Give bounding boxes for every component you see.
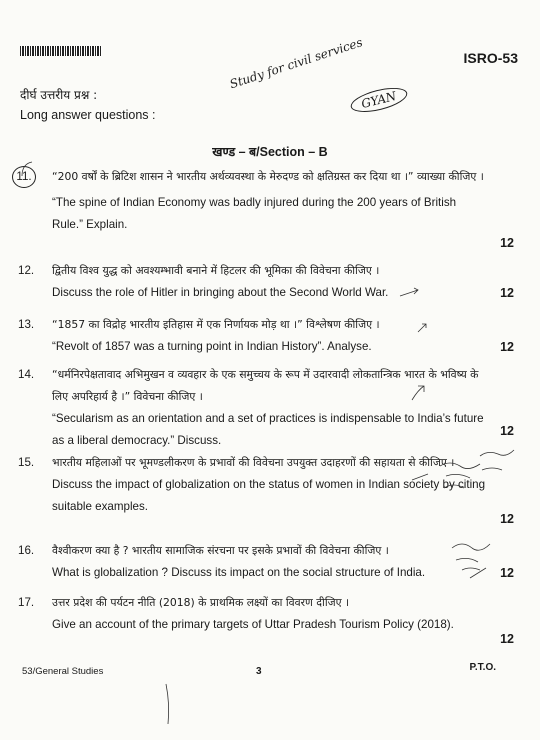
question-text-hindi: वैश्वीकरण क्या है ? भारतीय सामाजिक संरचना पर इसके प्रभावों की विवेचना कीजिए । [52,544,389,557]
question-text-english: Give an account of the primary targets of Uttar Pradesh Tourism Policy (2018). [52,618,454,631]
question-text-hindi: उत्तर प्रदेश की पर्यटन नीति (2018) के प्राथमिक लक्ष्यों का विवरण दीजिए । [52,596,350,609]
question-marks: 12 [500,566,514,580]
page-number: 3 [256,666,262,677]
question-marks: 12 [500,424,514,438]
question-text-english: Discuss the role of Hitler in bringing about the Second World War. [52,286,389,299]
question-marks: 12 [500,236,514,250]
footer-subject: 53/General Studies [22,666,104,677]
question-number: 16. [18,544,35,557]
pto-label: P.T.O. [469,662,496,673]
question-text-english: Discuss the impact of globalization on the status of women in Indian society by citing suitable examples. [52,478,486,513]
paper-code: ISRO-53 [463,50,518,66]
question-text-hindi: भारतीय महिलाओं पर भूमण्डलीकरण के प्रभावों की विवेचना उपयुक्त उदाहरणों की सहायता से कीजिए । [52,456,455,469]
question-text-english: “Revolt of 1857 was a turning point in Indian History”. Analyse. [52,340,372,353]
question-number: 17. [18,596,35,609]
question-number: 11. [12,166,36,188]
question-text-english: “Secularism as an orientation and a set of practices is indispensable to India’s future as a liberal democracy.” Discuss. [52,412,484,447]
question-text-hindi: “1857 का विद्रोह भारतीय इतिहास में एक निर्णायक मोड़ था ।” विश्लेषण कीजिए । [52,318,380,331]
question-text-hindi: द्वितीय विश्व युद्ध को अवश्यम्भावी बनाने में हिटलर की भूमिका की विवेचना कीजिए । [52,264,380,277]
handwritten-note: Study for civil services [228,35,365,92]
section-title: खण्ड – ब/Section – B [212,145,328,159]
header-english: Long answer questions : [20,108,156,122]
question-number: 13. [18,318,35,331]
handwritten-circled-note: GYAN [348,83,409,116]
question-marks: 12 [500,512,514,526]
question-text-english: “The spine of Indian Economy was badly injured during the 200 years of British Rule.” Explain. [52,196,457,231]
question-text-english: What is globalization ? Discuss its impact on the social structure of India. [52,566,426,579]
header-hindi: दीर्घ उत्तरीय प्रश्न : [20,88,98,102]
question-marks: 12 [500,632,514,646]
question-number: 14. [18,368,35,381]
question-text-hindi: “धर्मनिरपेक्षतावाद अभिमुखन व व्यवहार के एक समुच्चय के रूप में उदारवादी लोकतान्त्रिक भारत के भविष्य के लिए अपरिहार्य है ।” विवेचना कीजिए । [52,368,479,403]
question-number: 12. [18,264,35,277]
question-marks: 12 [500,340,514,354]
question-number: 15. [18,456,35,469]
question-text-hindi: “200 वर्षों के ब्रिटिश शासन ने भारतीय अर्थव्यवस्था के मेरुदण्ड को क्षतिग्रस्त कर दिया था ।” व्याख्या कीजिए । [52,170,484,183]
question-marks: 12 [500,286,514,300]
